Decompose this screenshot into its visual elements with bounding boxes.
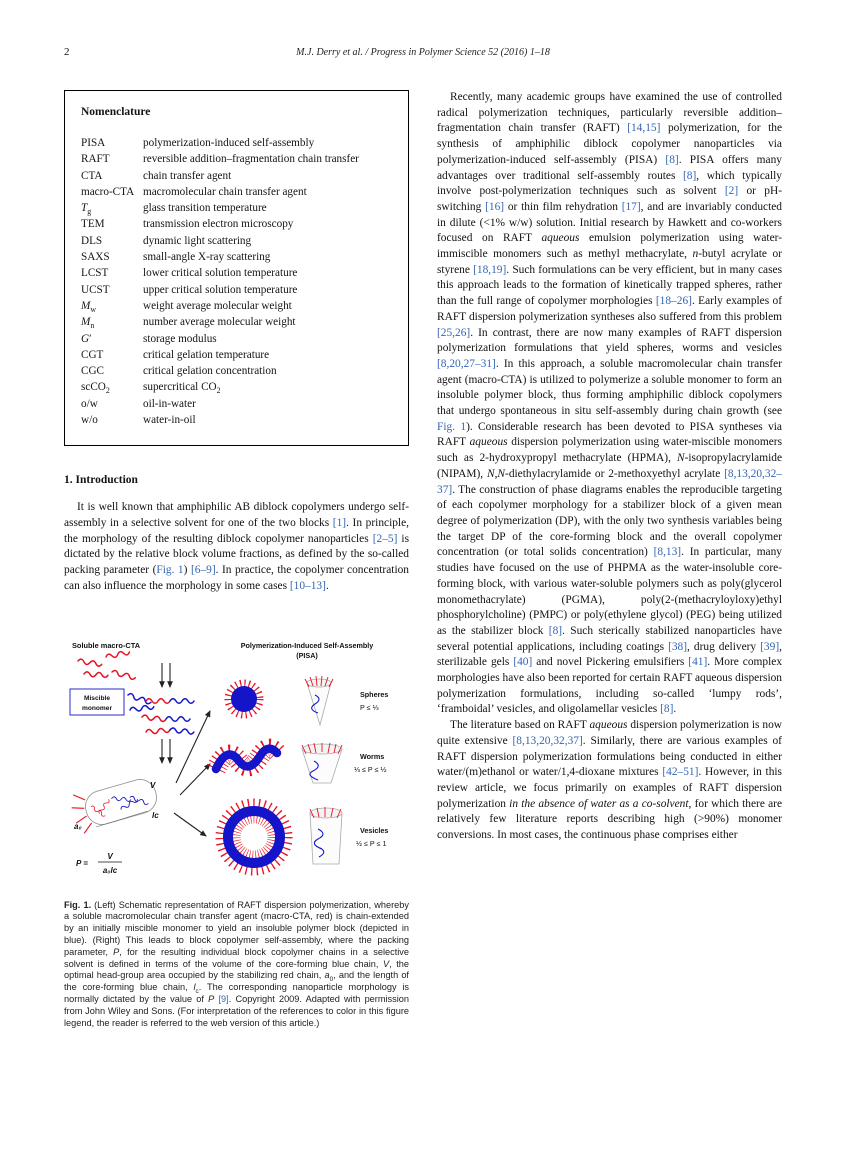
worm-micelle [216, 748, 277, 768]
nomenclature-definition: dynamic light scattering [143, 234, 252, 247]
nomenclature-row [81, 216, 392, 232]
nomenclature-abbreviation: scCO$_2$ [81, 381, 110, 396]
nomenclature-row [81, 379, 392, 395]
running-header [64, 44, 782, 62]
nomenclature-definition: oil-in-water [143, 397, 196, 410]
citation-link[interactable]: [2] [724, 185, 739, 198]
citation-link[interactable]: [41] [688, 656, 708, 669]
nomenclature-abbreviation: macro-CTA [81, 185, 135, 198]
nomenclature-definition: macromolecular chain transfer agent [143, 185, 307, 198]
figure-caption-label: Fig. 1. [64, 899, 92, 910]
nomenclature-box [64, 90, 409, 446]
formula-lhs: P = [76, 858, 88, 868]
figure-reference-link[interactable]: Fig. 1 [437, 420, 467, 433]
introduction-paragraph: It is well known that amphiphilic AB diblock copolymers undergo self-assembly in a selective solvent for one of the two blocks [1]. In principle, the morphology of the resulting diblock copolymer nanoparticles [2–5] is dictated by the relative block volume fractions, as defined by the so-called packing parameter (Fig. 1) [6–9]. In practice, the copolymer concentration can also influence the morphology in some cases [10–13]. [64, 501, 409, 592]
worms-label: Worms [360, 751, 385, 761]
nomenclature-abbreviation: TEM [81, 218, 105, 231]
monomer-chains [127, 692, 154, 711]
citation-link[interactable]: [16] [485, 200, 505, 213]
nomenclature-abbreviation: PISA [81, 137, 106, 149]
nomenclature-row [81, 347, 392, 363]
pisa-title-line1: Polymerization-Induced Self-Assembly [240, 640, 374, 650]
figure-1-caption [64, 900, 409, 1030]
vesicles-label: Vesicles [360, 825, 389, 835]
citation-link[interactable]: [18,19] [473, 263, 507, 276]
spheres-range: P ≤ ⅓ [360, 702, 379, 712]
citation-link[interactable]: [8] [660, 703, 674, 716]
nomenclature-abbreviation: CGT [81, 348, 104, 361]
nomenclature-row [81, 298, 392, 314]
body-paragraph-1: Recently, many academic groups have examined the use of controlled radical polymerization techniques, particularly reversible addition–fragmentation chain transfer (RAFT) [14,15] polymerization, for the synthesis of amphiphilic diblock copolymer nanoparticles via polymerization-induced self-assembly (PISA) [8]. PISA offers many advantages over traditional self-assembly routes [8], which typically involve post-polymerization techniques such as solvent [2] or pH-switching [16] or thin film rehydration [17], and are invariably conducted in dilute (<1% w/w) solution. Initial research by Hawkett and co-workers focused on RAFT aqueous emulsion polymerization using water-immiscible monomers such as methyl methacrylate, n-butyl acrylate or styrene [18,19]. Such formulations can be very efficient, but in many cases this approach leads to the formation of kinetically trapped spheres, rather than the full range of copolymer morphologies [18–26]. Early examples of RAFT dispersion polymerization syntheses also suffered from this problem [25,26]. In contrast, there are now many examples of RAFT dispersion polymerization formulations that yield spheres, worms and vesicles [8,20,27–31]. In this approach, a soluble macromolecular chain transfer agent (macro-CTA) is utilized to polymerize a soluble monomer to form an insoluble polymer block, thus forming amphiphilic diblock copolymers that undergo spontaneous in situ self-assembly during chain growth (see Fig. 1). Considerable research has been devoted to PISA syntheses via RAFT aqueous dispersion polymerization using water-miscible monomers such as 2-hydroxypropyl methacrylate (HPMA), N-isopropylacrylamide (NIPAM), N,N-diethylacrylamide or 2-methoxyethyl acrylate [8,13,20,32–37]. The construction of phase diagrams enables the reproducible targeting of each copolymer morphology for a stabilizer block of a given mean degree of polymerization (DP), with the only two synthesis variables being the target DP of the core-forming block and the overall copolymer concentration (or total solids concentration) [8,13]. In particular, many studies have focused on the use of PHPMA as the water-insoluble core-forming block, with various water-soluble polymers such as poly(glycerol monomethacrylate) (PGMA), poly(2-(methacryloyloxy)ethyl phosphorylcholine) (PMPC) or poly(ethylene glycol) (PEG) being utilized as the stabilizer block [8]. Such sterically stabilized nanoparticles have several potential applications, including coatings [38], drug delivery [39], sterilizable gels [40] and novel Pickering emulsifiers [41]. More complex morphologies have also been reported for certain RAFT aqueous dispersion polymerization formulations, including so-called ‘lumpy rods’, ‘framboidal’ vesicles, and oligolamellar vesicles [8]. [437, 91, 783, 716]
down-arrows-2 [162, 739, 170, 763]
citation-link[interactable]: [40] [513, 656, 533, 669]
nomenclature-row [81, 314, 392, 330]
citation-link[interactable]: [6–9] [190, 564, 216, 577]
nomenclature-abbreviation: RAFT [81, 153, 110, 166]
nomenclature-row [81, 151, 392, 167]
nomenclature-abbreviation: G′ [81, 332, 92, 345]
formula-denominator: a₀lc [102, 865, 118, 875]
pisa-title-line2: (PISA) [296, 650, 318, 660]
citation-link[interactable]: [25,26] [437, 326, 471, 339]
macro-cta-label: Soluble macro-CTA [72, 640, 141, 650]
nomenclature-row [81, 168, 392, 184]
nomenclature-abbreviation: CTA [81, 169, 103, 182]
figure-1-graphic [64, 637, 409, 887]
figure-caption-text: (Left) Schematic representation of RAFT dispersion polymerization, whereby a soluble macromolecular chain transfer agent (macro-CTA, red) is chain-extended by an initially miscible monomer to yield an insoluble polymer block (depicted in blue). (Right) This leads to block copolymer self-assembly, where the packing parameter, P, for the resulting individual block copolymer chains in a selective solvent is defined in terms of the volume of the core-forming blue chain, V, the optimal head-group area occupied by the stabilizing red chain, $a_0$, and the length of the core-forming blue chain, $l_c$. The corresponding nanoparticle morphology is normally dictated by the value of P [9]. Copyright 2009. Adapted with permission from John Wiley and Sons. (For interpretation of the references to color in this figure legend, the reader is referred to the web version of this article.) [64, 899, 409, 1028]
nomenclature-list [81, 135, 392, 428]
nomenclature-definition: supercritical $CO_2$ [143, 381, 221, 396]
label-v: V [150, 780, 156, 790]
left-column [64, 90, 409, 1029]
label-a0: a₀ [74, 821, 82, 831]
nomenclature-abbreviation: DLS [81, 234, 103, 247]
citation-link[interactable]: [8] [548, 624, 563, 637]
nomenclature-abbreviation: o/w [81, 397, 98, 410]
running-head-citation: M.J. Derry et al. / Progress in Polymer Science 52 (2016) 1–18 [296, 47, 550, 58]
nomenclature-row [81, 412, 392, 428]
nomenclature-abbreviation: CGC [81, 365, 105, 378]
nomenclature-abbreviation: $M_w$ [81, 299, 96, 315]
nomenclature-definition: critical gelation concentration [143, 365, 277, 378]
nomenclature-definition: glass transition temperature [143, 202, 267, 215]
nomenclature-definition: number average molecular weight [143, 316, 296, 329]
nomenclature-row [81, 363, 392, 379]
nomenclature-title: Nomenclature [81, 106, 151, 118]
citation-link[interactable]: [39] [760, 640, 780, 653]
figure-reference-link[interactable]: Fig. 1 [156, 564, 184, 577]
citation-link[interactable]: [38] [668, 640, 688, 653]
citation-link[interactable]: [8,20,27–31] [437, 357, 496, 370]
citation-link[interactable]: [8,13,20,32–37] [437, 467, 782, 496]
right-column [437, 90, 782, 1029]
nomenclature-definition: small-angle X-ray scattering [143, 251, 271, 264]
citation-link[interactable]: [2–5] [372, 532, 398, 545]
nomenclature-definition: transmission electron microscopy [143, 218, 294, 231]
nomenclature-definition: storage modulus [143, 332, 217, 345]
vesicles-range: ½ ≤ P ≤ 1 [356, 838, 387, 848]
sphere-cone [307, 679, 331, 725]
nomenclature-definition: reversible addition–fragmentation chain transfer [143, 153, 359, 166]
citation-link[interactable]: [8] [665, 153, 679, 166]
section-heading-introduction: 1. Introduction [64, 474, 138, 487]
nomenclature-row [81, 135, 392, 151]
nomenclature-row [81, 331, 392, 347]
nomenclature-definition: weight average molecular weight [143, 299, 292, 312]
nomenclature-definition: critical gelation temperature [143, 348, 270, 361]
nomenclature-row [81, 265, 392, 281]
nomenclature-definition: water-in-oil [143, 414, 196, 427]
nomenclature-row [81, 249, 392, 265]
nomenclature-abbreviation: UCST [81, 283, 110, 296]
citation-link[interactable]: [8,13,20,32,37] [512, 734, 583, 747]
citation-link[interactable]: [10–13] [289, 579, 326, 592]
monomer-label-line2: monomer [81, 704, 113, 712]
macro-cta-chains [78, 649, 136, 679]
sphere-micelle [231, 686, 257, 712]
nomenclature-row [81, 282, 392, 298]
page-number: 2 [64, 46, 70, 58]
figure-1 [64, 637, 409, 1030]
nomenclature-definition: polymerization-induced self-assembly [143, 137, 315, 149]
citation-link[interactable]: [14,15] [627, 122, 661, 135]
body-paragraph-2: The literature based on RAFT aqueous dispersion polymerization is now quite extensive [8,13,20,32,37]. Similarly, there are various examples of RAFT dispersion polymerization formulations being conducted in either water/(m)ethanol or water/1,4-dioxane mixtures [42–51]. However, in this review article, we focus primarily on examples of RAFT dispersion polymerization in the absence of water as a co-solvent, for which there are relatively few literature reports describing high (>90%) monomer conversions. In most cases, the continuous phase comprises either [437, 719, 782, 842]
citation-link[interactable]: [8] [683, 169, 697, 182]
citation-link[interactable]: [42–51] [662, 766, 699, 779]
spheres-label: Spheres [360, 689, 389, 699]
down-arrows-1 [162, 663, 170, 687]
citation-link[interactable]: [8,13] [653, 546, 682, 559]
citation-link[interactable]: [9] [218, 993, 229, 1004]
nomenclature-abbreviation: LCST [81, 267, 109, 280]
morphology-arrows [174, 711, 210, 836]
nomenclature-row [81, 396, 392, 412]
micelle-cylinder [68, 772, 161, 834]
citation-link[interactable]: [17] [621, 200, 641, 213]
packing-parameter-formula [76, 852, 122, 875]
nomenclature-abbreviation: w/o [81, 414, 98, 427]
citation-link[interactable]: [18–26] [655, 295, 692, 308]
nomenclature-definition: lower critical solution temperature [143, 267, 298, 280]
vesicle-micelle [228, 811, 280, 863]
monomer-label-line1: Miscible [83, 694, 111, 702]
diblock-chains [142, 698, 194, 734]
nomenclature-row [81, 200, 392, 216]
nomenclature-abbreviation: SAXS [81, 251, 110, 264]
nomenclature-abbreviation: $T_g$ [81, 202, 92, 217]
citation-link[interactable]: [1] [332, 517, 347, 530]
formula-numerator: V [107, 851, 113, 861]
label-lc: lc [152, 810, 159, 820]
vesicle-cone [310, 808, 342, 864]
nomenclature-abbreviation: $M_n$ [81, 316, 95, 331]
two-column-layout [64, 90, 782, 1029]
nomenclature-row [81, 233, 392, 249]
worms-range: ⅓ ≤ P ≤ ½ [354, 764, 387, 774]
nomenclature-definition: chain transfer agent [143, 169, 232, 182]
nomenclature-row [81, 184, 392, 200]
nomenclature-definition: upper critical solution temperature [143, 283, 298, 296]
